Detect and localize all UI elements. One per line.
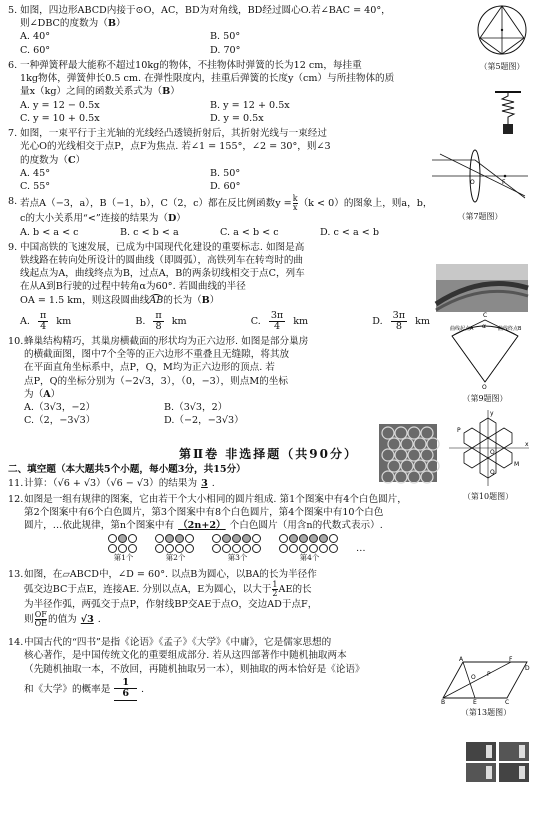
question-number: 10. [8,336,24,348]
pattern-1 [108,534,139,563]
question-13 [8,568,529,628]
question-5 [8,4,426,57]
answer: B [162,86,171,98]
option-c: C. 55° [20,181,51,193]
question-text: 线起点为A，曲线终点为B，过点A，B的两条切线相交于点C，列车 [20,268,305,280]
label-e: E [473,699,477,706]
question-text: AE的长 [278,583,312,595]
answer: 3 [201,478,208,490]
figure-label: 第1个 [113,553,134,563]
question-text: 1kg物体，弹簧伸长0.5 cm. 在弹性限度内，挂重后弹簧的长度y（cm）与所挂物体的质 [20,73,395,85]
option-c: C. y = 10 + 0.5x [20,112,100,124]
question-text: 则∠DBC的度数为（ [20,18,108,30]
railway-photo [436,264,528,312]
pattern-3 [212,534,263,563]
label-end: 曲线终点B [498,326,522,332]
question-number: 8. [8,196,18,208]
question-text: 的长为（ [163,294,202,306]
option-d: D.（−2，−3√3） [164,415,244,427]
arc-label: AB [149,294,164,306]
question-number: 14. [8,637,24,649]
figure-label: 第2个 [165,553,186,563]
question-text: c的大小关系用“<”连接的结果为（ [20,213,168,225]
svg-text:O: O [470,179,475,186]
question-12 [8,493,529,564]
label-c: C [483,312,488,319]
period: . [211,478,215,490]
question-text: 蜂巢结构精巧，其巢房横截面的形状均为正六边形. 如图是部分巢房 [24,336,309,348]
option-c: C. 60° [20,44,51,56]
label-p: P [487,671,491,678]
answer: （2n+2） [178,520,226,532]
label-o: O [471,674,476,681]
pattern-figures [108,534,529,563]
question-number: 9. [8,241,18,253]
option-b: B. 50° [210,167,241,179]
label-x: x [525,441,529,448]
question-text: 的度数为（ [20,154,68,166]
fraction: $\frac{OF}{OE}$ [34,610,47,629]
question-text: 的横截面图，图中7个全等的正六边形不重叠且无缝隙，将其放 [24,349,290,361]
question-text: 如图，四边形ABCD内接于⊙O，AC，BD为对角线，BD经过圆心O.若∠BAC = 40°， [20,5,391,16]
question-number: 5. [8,5,18,16]
answer: A [43,388,51,400]
question-text: 若点A（−3，a），B（−1，b），C（2，c）都在反比例函数y = [20,198,292,210]
circle-quadrilateral-diagram [474,2,530,58]
honeycomb-photo [379,424,437,482]
question-6 [8,59,529,125]
option-a: A. b < a < c [20,226,79,238]
option-d: D. y = 0.5x [210,112,264,124]
figure-q14-books [465,742,531,785]
question-text: 如图是一组有规律的图案，它由若干个大小相同的圆片组成. 第1个图案中有4个白色圆片， [24,493,407,505]
question-text: 中国古代的“四书”是指《论语》《孟子》《大学》《中庸》，它是儒家思想的 [24,637,332,649]
section-heading: 二、填空题（本大题共5个小题，每小题3分，共15分） [8,464,246,476]
question-text: 中国高铁的飞速发展，已成为中国现代化建设的重要标志. 如图是高 [20,241,305,253]
question-11 [8,477,529,490]
question-text: 和《大学》的概率是 [24,683,111,695]
question-text: OA = 1.5 km，则这段圆曲线 [20,294,150,306]
option-b: B. c < b < a [120,226,179,238]
label-m: M [514,461,520,468]
question-text: 如图，在▱ABCD中，∠D = 60°. 以点B为圆心，以BA的长为半径作 [24,568,317,580]
question-number: 11. [8,478,24,490]
bracket: ） [209,294,220,306]
options [20,99,529,125]
option-c: C. a < b < c [220,226,279,238]
option-a: A.（3√3，−2） [24,402,96,414]
option-b: B.（3√3，2） [164,402,228,414]
label-c: C [505,699,510,706]
answer: C [67,154,76,166]
answer: B [201,294,210,306]
options [20,226,529,239]
figure-label: 第3个 [227,553,248,563]
question-text: 计算：（√6 + √3）（√6 − √3）的结果为 [24,478,198,490]
figure-caption: （第10题图） [462,492,514,502]
question-text: 圆片，…依此规律，第n个图案中有 [24,520,175,532]
answer: B [107,18,116,30]
question-text: 为半径作弧，两弧交于点P，作射线BP交AE于点O，交边AD于点F， [24,598,318,610]
bracket: ） [75,154,86,166]
period: . [141,683,145,695]
answer: $\frac{1}{6}$ [114,678,137,701]
bracket: ） [170,86,180,98]
option-a: A. π 4 km [20,309,72,333]
label-q: Q [490,469,495,476]
label-f: F [509,656,513,663]
option-d: D. 3π 8 km [372,309,430,333]
question-text: 在从A到B行驶的过程中转角α为60°. 若圆曲线的半径 [20,281,246,293]
option-c: C. 3π 4 km [250,309,309,333]
pattern-4 [279,534,340,563]
option-d: D. 70° [210,44,241,56]
option-b: B. π 8 km [135,309,187,333]
figure-caption: （第7题图） [457,212,503,222]
question-number: 7. [8,128,18,140]
option-d: D. 60° [210,181,241,193]
question-text: 核心著作，是中国传统文化的重要组成部分. 若从这四部著作中随机抽取两本 [24,650,347,662]
question-text: 如图，一束平行于主光轴的光线经凸透镜折射后，其折射光线与一束经过 [20,128,327,140]
option-c: C.（2，−3√3） [24,415,96,427]
label-o: O [490,449,495,456]
question-text: 个白色圆片（用含n的代数式表示）. [229,520,383,532]
figure-caption: （第13题图） [460,708,512,718]
fraction: $\frac{1}{2}$ [272,579,278,598]
question-14 [8,636,529,701]
question-8 [8,195,529,238]
bracket: ） [176,213,186,225]
question-text: 的值为 [48,614,77,626]
option-b: B. y = 12 + 0.5x [210,99,290,111]
question-text: 弧交边BC于点E，连接AE. 分别以点A，E为圆心，以大于 [24,583,272,595]
question-text: 量x（kg）之间的函数关系式为（ [20,86,163,98]
question-number: 13. [8,568,24,580]
label-d: D [525,665,530,672]
question-text: 光心O的光线相交于点P，点F为焦点. 若∠1 = 155°，∠2 = 30°，则∠3 [20,141,331,153]
bracket: ） [115,18,126,30]
option-a: A. 45° [20,167,51,179]
period: . [97,614,101,626]
label-p: P [457,427,461,434]
answer: √3 [80,614,94,626]
ellipsis: … [356,543,366,555]
question-text: （先随机抽取一本，不放回，再随机抽取另一本），则抽取的两本恰好是《论语》 [24,663,365,675]
question-text: 则 [24,614,34,626]
question-text: 一种弹簧秤最大能称不超过10kg的物体，不挂物体时弹簧的长为12 cm，每挂重 [20,59,362,71]
label-o: O [482,384,487,391]
figure-caption: （第5题图） [479,62,525,72]
fraction: $\frac{k}{x}$ [292,194,298,213]
figure-caption: （第9题图） [462,394,508,404]
bracket: ） [50,388,61,400]
option-a: A. y = 12 − 0.5x [20,99,100,111]
option-b: B. 50° [210,31,241,43]
options [20,311,430,333]
figure-q9-photo [434,264,530,315]
question-text: 第2个图案中有6个白色圆片，第3个图案中有8个白色圆片，第4个图案中有10个白色 [24,506,384,518]
option-a: A. 40° [20,31,51,43]
figure-q10-photo [378,424,438,485]
four-books-photo [466,742,530,782]
label-alpha: α [482,323,486,330]
hexagon-grid-diagram [445,408,531,488]
part-2-title: 第Ⅱ卷 非选择题（共90分） [179,446,358,461]
options [20,30,426,56]
option-d: D. c < a < b [320,226,379,238]
label-a: A [459,656,464,663]
question-number: 6. [8,59,18,71]
answer: D [167,213,177,225]
question-text: 铁线路在转向处所设计的圆曲线（即圆弧），高铁列车在转弯时的曲 [20,254,304,266]
svg-text:F: F [502,179,506,186]
question-number: 12. [8,493,24,505]
figure-label: 第4个 [299,553,320,563]
question-text: （k < 0）的图象上，则a，b， [298,198,433,210]
label-start: 曲线起点A [450,326,474,332]
label-b: B [441,699,446,706]
label-y: y [490,410,494,417]
question-text: 点P，Q的坐标分别为（−2√3，3），（0，−3），则点M的坐标 [24,375,288,387]
question-text: 在平面直角坐标系中，点P，Q，M均为正六边形的顶点. 若 [24,362,275,374]
pattern-2 [155,534,196,563]
question-text: 为（ [24,388,44,400]
